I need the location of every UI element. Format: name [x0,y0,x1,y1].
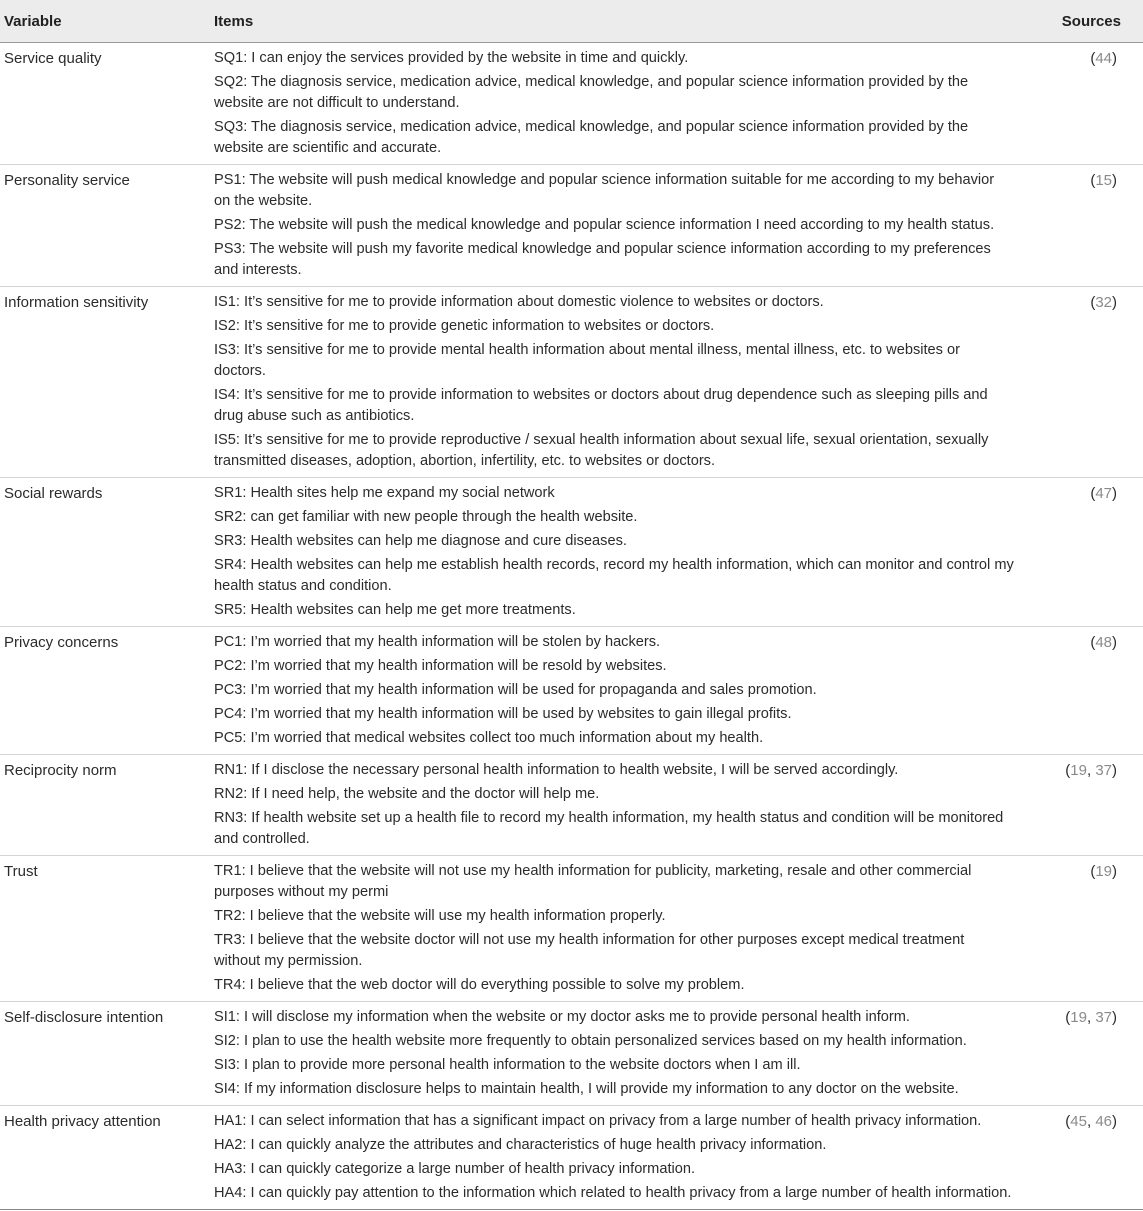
item-text: PC5: I’m worried that medical websites collect too much information about my health. [214,730,764,746]
variable-cell: Self-disclosure intention [4,1009,164,1026]
item-text: IS5: It’s sensitive for me to provide reproductive / sexual health information about sexual life, sexual orientation, sexually transmitted diseases, adoption, abortion, infertility, etc. to websites or doctors. [214,432,989,469]
item-text: TR1: I believe that the website will not use my health information for publicity, marketing, resale and other commercial purposes without my permi [214,863,972,900]
reference-link[interactable]: 19 [1070,1009,1087,1026]
variable-cell: Trust [4,863,38,880]
item-text: PS2: The website will push the medical knowledge and popular science information I need according to my health status. [214,217,995,233]
variable-cell: Service quality [4,50,102,67]
item-text: SQ3: The diagnosis service, medication advice, medical knowledge, and popular science information provided by the website are scientific and accurate. [214,119,969,156]
sources-cell: (44) [1090,50,1117,67]
item-text: IS1: It’s sensitive for me to provide information about domestic violence to websites or doctors. [214,294,824,310]
item-text: HA1: I can select information that has a significant impact on privacy from a large number of health privacy information. [214,1113,982,1129]
item-text: SR2: can get familiar with new people through the health website. [214,509,638,525]
reference-link[interactable]: 37 [1095,1009,1112,1026]
items-cell [214,856,1014,1001]
reference-link[interactable]: 19 [1095,863,1112,880]
item-text: SR4: Health websites can help me establish health records, record my health information, which can monitor and control my health status and condition. [214,557,1014,594]
item-text: HA3: I can quickly categorize a large number of health privacy information. [214,1161,696,1177]
reference-link[interactable]: 44 [1095,50,1112,67]
item-text: SR3: Health websites can help me diagnose and cure diseases. [214,533,627,549]
table-row [0,627,1143,755]
item-text: PC3: I’m worried that my health information will be used for propaganda and sales promotion. [214,682,817,698]
item-text: PC4: I’m worried that my health information will be used by websites to gain illegal profits. [214,706,792,722]
sources-cell: (47) [1090,485,1117,502]
item-text: SI1: I will disclose my information when the website or my doctor asks me to provide personal health inform. [214,1009,910,1025]
items-cell [214,755,1014,855]
table-row [0,755,1143,856]
item-text: SQ2: The diagnosis service, medication advice, medical knowledge, and popular science information provided by the website are not difficult to understand. [214,74,969,111]
table-body [0,43,1143,1210]
header-items: Items [214,13,254,30]
table-row [0,287,1143,478]
reference-link[interactable]: 32 [1095,294,1112,311]
item-text: TR4: I believe that the web doctor will do everything possible to solve my problem. [214,977,745,993]
item-text: IS2: It’s sensitive for me to provide genetic information to websites or doctors. [214,318,715,334]
item-text: SR1: Health sites help me expand my social network [214,485,555,501]
item-text: PS1: The website will push medical knowledge and popular science information suitable for me according to my behavior on the website. [214,172,995,209]
table-row [0,478,1143,627]
reference-link[interactable]: 47 [1095,485,1112,502]
header-variable: Variable [4,13,62,30]
item-text: SR5: Health websites can help me get more treatments. [214,602,576,618]
variable-cell: Personality service [4,172,130,189]
sources-cell: (19) [1090,863,1117,880]
variable-cell: Health privacy attention [4,1113,161,1130]
table-row [0,1002,1143,1106]
table-row [0,856,1143,1002]
variable-cell: Privacy concerns [4,634,119,651]
item-text: TR3: I believe that the website doctor will not use my health information for other purposes except medical treatment without my permission. [214,932,965,969]
item-text: RN1: If I disclose the necessary personal health information to health website, I will be served accordingly. [214,762,899,778]
reference-link[interactable]: 19 [1070,762,1087,779]
sources-cell: (32) [1090,294,1117,311]
items-cell [214,1002,1014,1105]
item-text: IS3: It’s sensitive for me to provide mental health information about mental illness, mental illness, etc. to websites or doctors. [214,342,960,379]
reference-link[interactable]: 15 [1095,172,1112,189]
sources-cell: (19, 37) [1065,762,1117,779]
reference-link[interactable]: 37 [1095,762,1112,779]
item-text: RN3: If health website set up a health file to record my health information, my health status and condition will be monitored and controlled. [214,810,1004,847]
item-text: SI4: If my information disclosure helps to maintain health, I will provide my information to any doctor on the website. [214,1081,959,1097]
reference-link[interactable]: 48 [1095,634,1112,651]
item-text: SQ1: I can enjoy the services provided by the website in time and quickly. [214,50,689,66]
table-row [0,165,1143,287]
item-text: PC2: I’m worried that my health information will be resold by websites. [214,658,667,674]
items-cell [214,627,1014,754]
items-cell [214,43,1014,164]
item-text: HA2: I can quickly analyze the attributes and characteristics of huge health privacy information. [214,1137,827,1153]
variable-cell: Reciprocity norm [4,762,117,779]
variable-cell: Social rewards [4,485,103,502]
reference-link[interactable]: 45 [1070,1113,1087,1130]
table-header [0,0,1143,43]
items-cell [214,478,1014,626]
item-text: SI2: I plan to use the health website more frequently to obtain personalized services based on my health information. [214,1033,967,1049]
items-cell [214,287,1014,477]
variable-cell: Information sensitivity [4,294,149,311]
header-sources: Sources [1061,13,1121,30]
item-text: HA4: I can quickly pay attention to the information which related to health privacy from a large number of health information. [214,1185,1012,1201]
item-text: PC1: I’m worried that my health information will be stolen by hackers. [214,634,661,650]
sources-cell: (19, 37) [1065,1009,1117,1026]
item-text: TR2: I believe that the website will use my health information properly. [214,908,666,924]
items-cell [214,165,1014,286]
table-row [0,1106,1143,1210]
item-text: RN2: If I need help, the website and the doctor will help me. [214,786,600,802]
sources-cell: (45, 46) [1065,1113,1117,1130]
items-cell [214,1106,1014,1209]
sources-cell: (15) [1090,172,1117,189]
item-text: PS3: The website will push my favorite medical knowledge and popular science information according to my preferences and interests. [214,241,991,278]
reference-link[interactable]: 46 [1095,1113,1112,1130]
item-text: IS4: It’s sensitive for me to provide information to websites or doctors about drug dependence such as sleeping pills and drug abuse such as antibiotics. [214,387,988,424]
sources-cell: (48) [1090,634,1117,651]
table-row [0,43,1143,165]
item-text: SI3: I plan to provide more personal health information to the website doctors when I am ill. [214,1057,801,1073]
